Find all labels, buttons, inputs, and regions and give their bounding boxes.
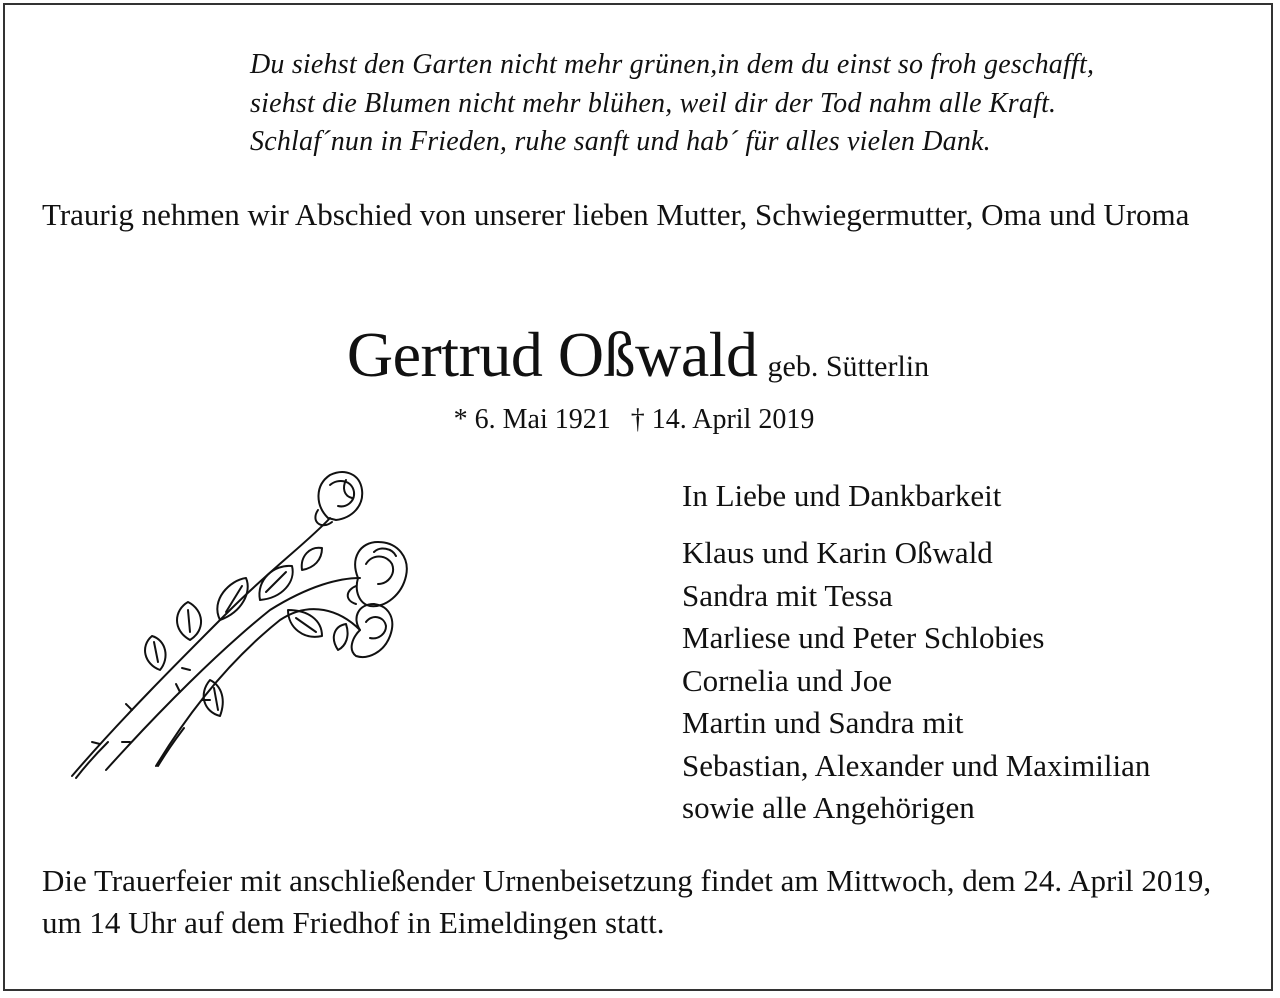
signoff-text: In Liebe und Dankbarkeit: [682, 478, 1002, 513]
mourner-line: Sandra mit Tessa: [682, 577, 893, 613]
poem-line-2: siehst die Blumen nicht mehr blühen, weil dir der Tod nahm alle Kraft.: [250, 87, 1057, 119]
life-dates: [0, 400, 1268, 440]
birth-date: * 6. Mai 1921: [453, 404, 611, 435]
mourner-line: Klaus und Karin Oßwald: [682, 535, 993, 570]
mourner-line: Marliese und Peter Schlobies: [682, 620, 1045, 655]
roses-illustration-icon: [60, 460, 420, 790]
maiden-name: geb. Sütterlin: [767, 350, 930, 383]
memorial-poem: [250, 46, 1094, 162]
deceased-name-line: [0, 315, 1276, 395]
service-announcement: Die Trauerfeier mit anschließender Urnenbeisetzung findet am Mittwoch, dem 24. April 2019, um 14 Uhr auf dem Friedhof in Eimeldingen statt.: [42, 863, 1212, 940]
poem-line-3: Schlaf´nun in Frieden, ruhe sanft und hab´ für alles vielen Dank.: [250, 126, 991, 157]
mourner-line: sowie alle Angehörigen: [682, 790, 975, 825]
mourner-line: Martin und Sandra mit: [682, 705, 964, 740]
mourner-line: Cornelia und Joe: [682, 662, 893, 698]
poem-line-1: Du siehst den Garten nicht mehr grünen,in dem du einst so froh geschafft,: [250, 49, 1095, 80]
deceased-name: Gertrud Oßwald: [346, 319, 758, 390]
mourner-line: Sebastian, Alexander und Maximilian: [682, 747, 1151, 783]
death-date: † 14. April 2019: [630, 404, 815, 435]
mourners-list: [682, 532, 1150, 830]
intro-text: Traurig nehmen wir Abschied von unserer lieben Mutter, Schwiegermutter, Oma und Uroma: [42, 197, 1190, 232]
